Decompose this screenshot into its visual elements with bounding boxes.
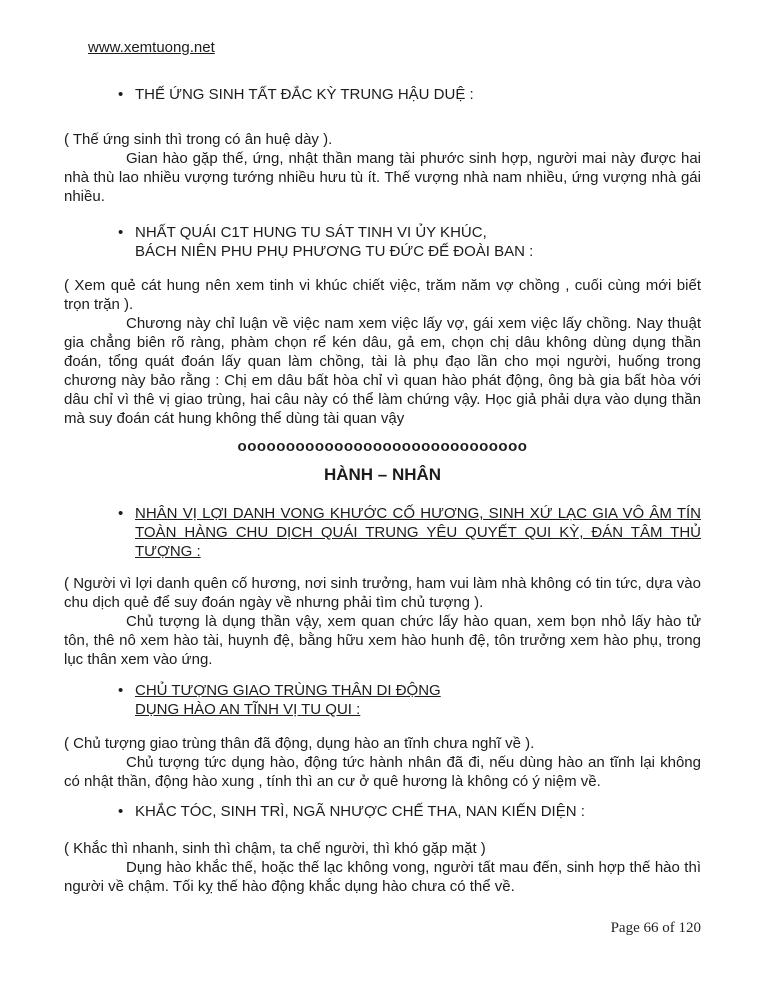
page-number: Page 66 of 120 [610, 920, 701, 936]
paragraph-note-3: ( Người vì lợi danh quên cố hương, nơi sinh trưởng, ham vui làm nhà không có tin tức, dựa vào chu dịch quẻ để suy đoán ngày về nhưng phải tìm chủ tượng ). [64, 575, 701, 611]
paragraph-body-3: Chủ tượng là dụng thần vậy, xem quan chức lấy hào quan, xem bọn nhỏ lấy hào tử tôn, thê nô xem hào tài, huynh đệ, bằng hữu xem hào hunh đệ, tôn trưởng xem hào phụ, trong lục thân xem vào ứng. [64, 613, 701, 668]
paragraph-body-1: Gian hào gặp thế, ứng, nhật thần mang tài phước sinh hợp, người mai này được hai nhà thù lao nhiều vượng tướng nhiều hưu tù ít. Thế vượng nhà nam nhiều, ứng vượng nhà gái nhiều. [64, 150, 701, 205]
paragraph-note-1: ( Thế ứng sinh thì trong có ân huệ dày ). [64, 131, 333, 148]
bullet-icon: • [118, 86, 124, 103]
site-url: www.xemtuong.net [88, 39, 215, 56]
paragraph-body-5: Dụng hào khắc thế, hoặc thế lạc không vong, người tất mau đến, sinh hợp thế hào thì người về chậm. Tối kỵ thế hào động khắc dụng hào chưa có thể về. [64, 859, 701, 895]
paragraph-note-2: ( Xem quẻ cát hung nên xem tinh vi khúc chiết việc, trăm năm vợ chồng , cuối cùng mới biết trọn trặn ). [64, 277, 701, 313]
paragraph-note-4: ( Chủ tượng giao trùng thân đã động, dụng hào an tĩnh chưa nghĩ về ). [64, 735, 535, 752]
bullet-heading-4-line2: DỤNG HÀO AN TĨNH VỊ TU QUI : [135, 701, 361, 718]
bullet-heading-5-text: KHẮC TÓC, SINH TRÌ, NGÃ NHƯỢC CHẾ THA, NAN KIẾN DIỆN : [135, 803, 585, 820]
section-title: HÀNH – NHÂN [323, 465, 442, 484]
section-separator: oooooooooooooooooooooooooooooo [237, 438, 528, 455]
bullet-heading-3 [64, 504, 701, 561]
bullet-heading-4 [64, 681, 701, 719]
paragraph-note-5: ( Khắc thì nhanh, sinh thì chậm, ta chế người, thì khó gặp mặt ) [64, 840, 486, 857]
bullet-icon: • [118, 803, 124, 820]
bullet-heading-1-text: THẾ ỨNG SINH TẤT ĐẮC KỲ TRUNG HẬU DUỆ : [135, 86, 474, 103]
bullet-heading-1 [64, 85, 701, 104]
paragraph-body-2: Chương này chỉ luận về việc nam xem việc lấy vợ, gái xem việc lấy chồng. Nay thuật gia chẳng biên rõ ràng, phàm chọn rể kén dâu, gả em, chọn chị dâu không dùng dụng thần đoán, tổng quát đoán lấy quan làm chồng, tài là phụ đạo lần cho mọi người, huống trong chương này bảo rằng : Chị em dâu bất hòa chỉ vì quan hào phát động, ông bà gia bất hòa với dâu chỉ vì thê vị giao trùng, hai câu này có thể làm chứng vậy. Học giả phải dựa vào dụng thần mà suy đoán cát hung không thể dùng tài quan vậy [64, 315, 701, 427]
bullet-icon: • [118, 682, 124, 699]
bullet-heading-3-text: NHÂN VỊ LỢI DANH VONG KHƯỚC CỐ HƯƠNG, SINH XỨ LẠC GIA VÔ ÂM TÍN TOÀN HÀNG CHU DỊCH QUÁI TRUNG YÊU QUYẾT QUI KỲ, ĐÁN TÂM THỦ TƯỢNG : [135, 505, 701, 560]
bullet-heading-2-line1: NHẤT QUÁI C1T HUNG TU SÁT TINH VI ỦY KHÚC, [135, 224, 487, 241]
bullet-heading-2 [64, 223, 701, 261]
page-header [64, 38, 701, 57]
bullet-heading-5 [64, 802, 701, 821]
bullet-icon: • [118, 505, 124, 522]
paragraph-body-4: Chủ tượng tức dụng hào, động tức hành nhân đã đi, nếu dùng hào an tĩnh lại không có nhật thần, động hào xung , tính thì an cư ở quê hương là không có ý niệm về. [64, 754, 701, 790]
bullet-icon: • [118, 224, 124, 241]
bullet-heading-4-line1: CHỦ TƯỢNG GIAO TRÙNG THÂN DI ĐỘNG [135, 682, 441, 699]
bullet-heading-2-line2: BÁCH NIÊN PHU PHỤ PHƯƠNG TU ĐỨC ĐẾ ĐOÀI BAN : [135, 243, 534, 260]
